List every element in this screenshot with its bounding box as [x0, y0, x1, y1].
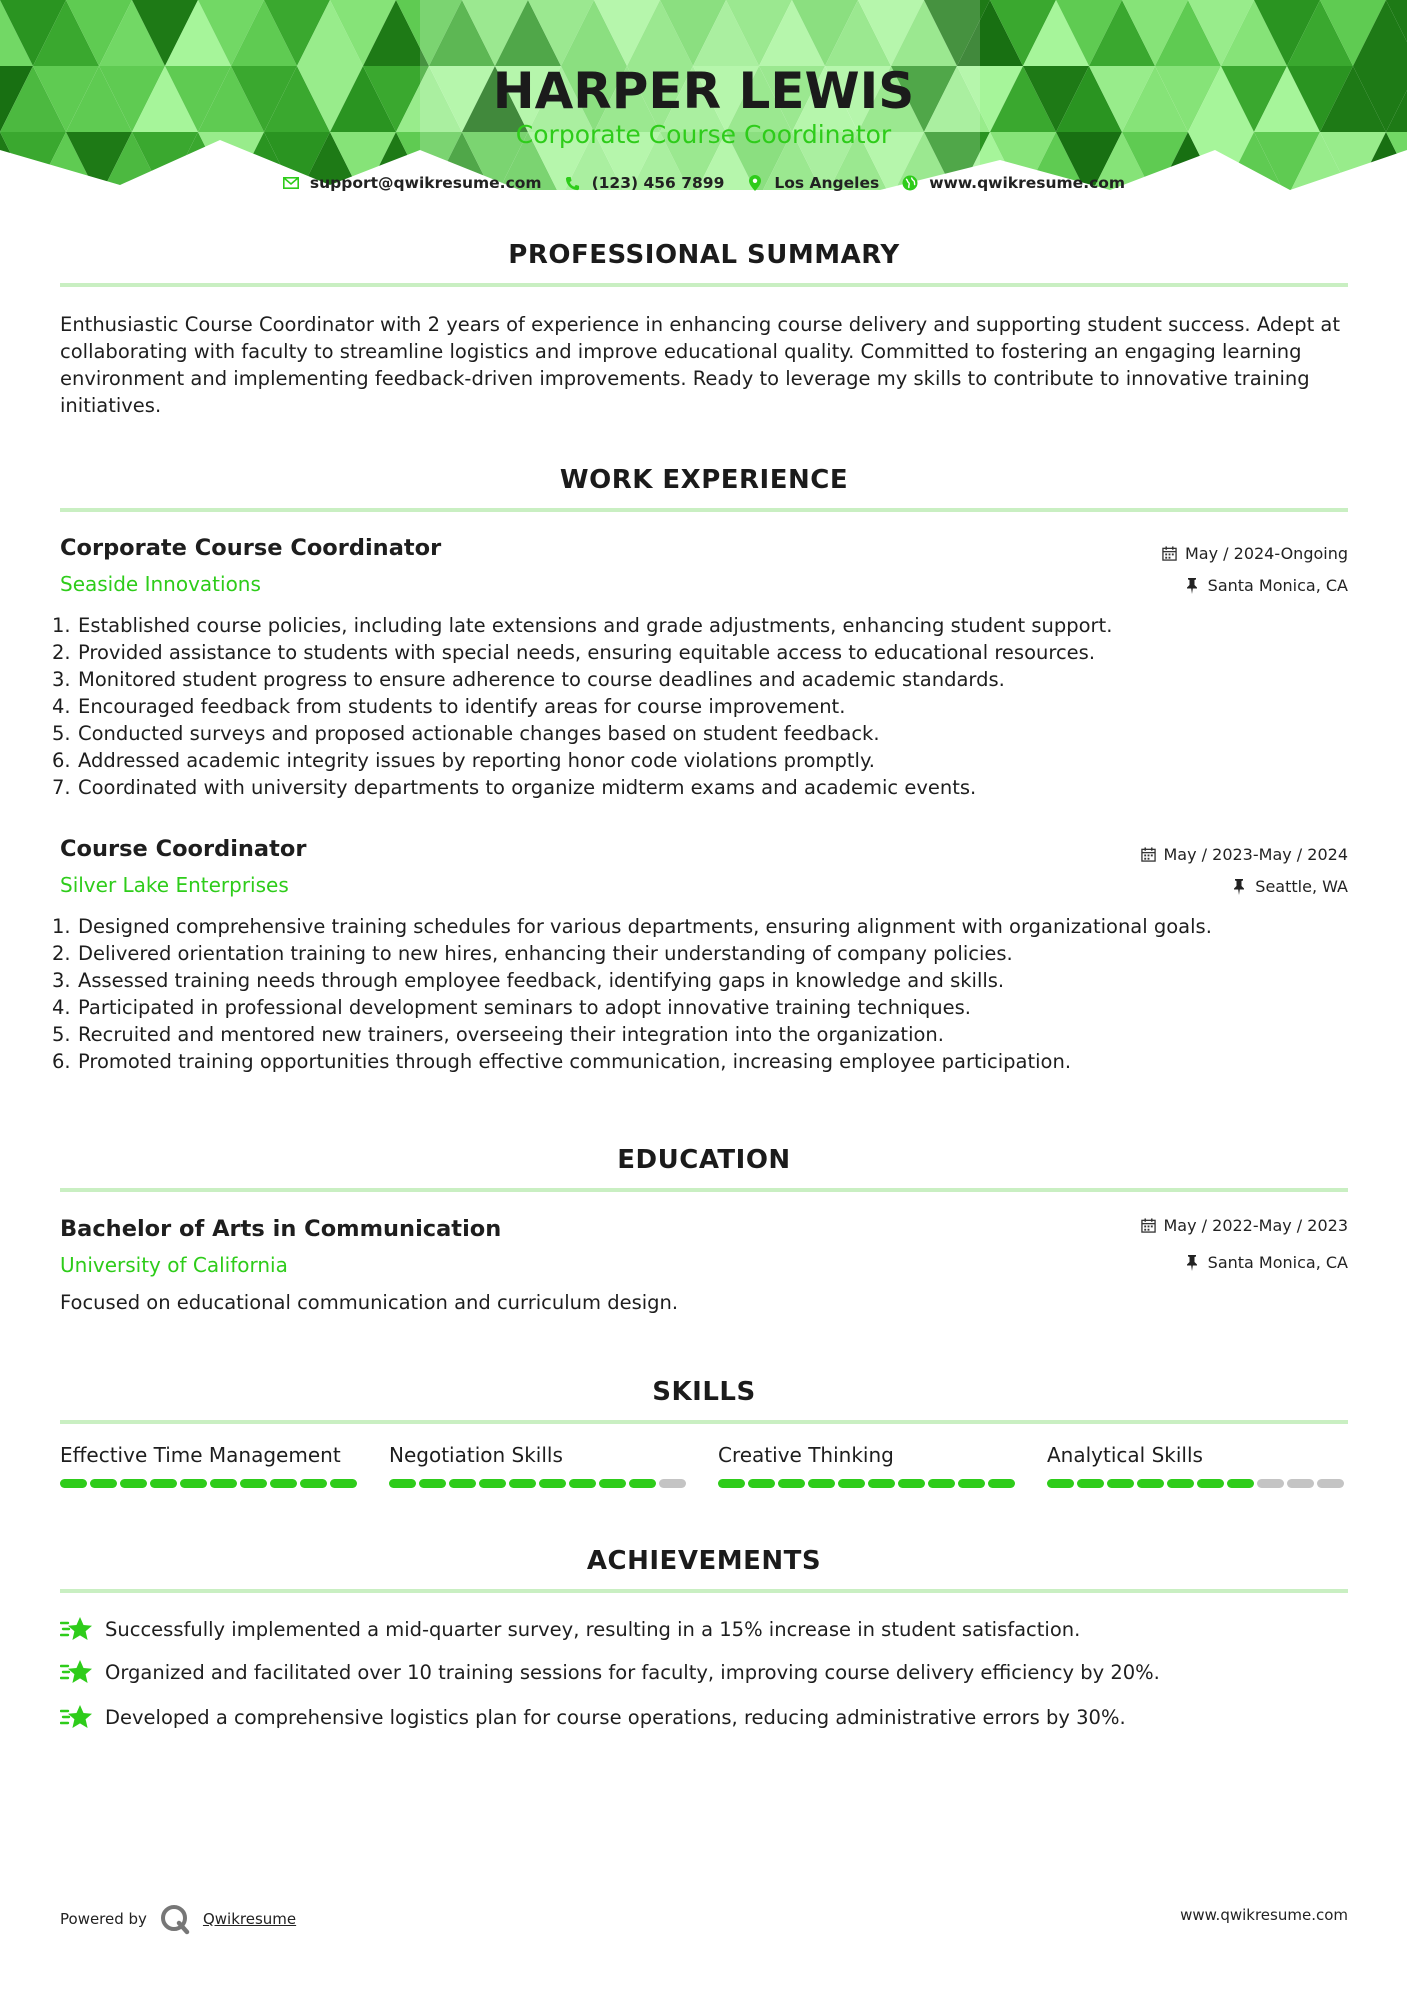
- qwikresume-logo-icon: [159, 1903, 191, 1935]
- bullet-text: Designed comprehensive training schedules for various departments, ensuring alignment with organizational goals.: [78, 915, 1212, 938]
- skills-list: [60, 1443, 1350, 1488]
- job-title: Corporate Course Coordinator: [60, 535, 442, 561]
- bullet-text: Delivered orientation training to new hires, enhancing their understanding of company policies.: [78, 942, 1013, 965]
- skill-level-segment: [1227, 1479, 1254, 1488]
- bullet-text: Monitored student progress to ensure adherence to course deadlines and academic standards.: [78, 668, 1005, 691]
- skill-level-segment: [180, 1479, 207, 1488]
- bullet-text: Recruited and mentored new trainers, overseeing their integration into the organization.: [78, 1023, 944, 1046]
- skill-level-segment: [479, 1479, 506, 1488]
- achievement-item: [60, 1702, 1360, 1732]
- skill-level-segment: [120, 1479, 147, 1488]
- contact-email[interactable]: support@qwikresume.com: [282, 174, 542, 192]
- skill-level-segment: [659, 1479, 686, 1488]
- qwikresume-link[interactable]: Qwikresume: [202, 1910, 297, 1928]
- skill-level-segment: [330, 1479, 357, 1488]
- school-name: University of California: [60, 1253, 288, 1277]
- bullet-text: Assessed training needs through employee feedback, identifying gaps in knowledge and skills.: [78, 969, 1005, 992]
- globe-icon: [901, 174, 919, 192]
- bullet-number: 4.: [52, 695, 71, 718]
- phone-icon: [564, 174, 582, 192]
- bullet-text: Participated in professional development seminars to adopt innovative training techniques.: [78, 996, 971, 1019]
- skill-level-segment: [958, 1479, 985, 1488]
- bullet-number: 6.: [52, 749, 71, 772]
- bullet-text: Established course policies, including late extensions and grade adjustments, enhancing student support.: [78, 614, 1113, 637]
- skill-name: Negotiation Skills: [389, 1443, 563, 1467]
- experience-heading: WORK EXPERIENCE: [559, 465, 849, 495]
- footer-powered-by: Powered by Qwikresume: [60, 1903, 296, 1935]
- job-location: Santa Monica, CA: [1185, 576, 1348, 595]
- skill-level-segment: [240, 1479, 267, 1488]
- skill-level-segment: [1257, 1479, 1284, 1488]
- skill-name: Analytical Skills: [1047, 1443, 1203, 1467]
- achievement-text: Developed a comprehensive logistics plan for course operations, reducing administrative errors by 30%.: [105, 1705, 1126, 1729]
- skill-level-segment: [1047, 1479, 1074, 1488]
- achievement-item: [60, 1614, 1360, 1644]
- contact-bar: [0, 174, 1407, 192]
- achievement-text: Organized and facilitated over 10 training sessions for faculty, improving course delivery efficiency by 20%.: [105, 1660, 1160, 1684]
- education-description: Focused on educational communication and curriculum design.: [60, 1291, 679, 1314]
- job-location: Seattle, WA: [1232, 877, 1348, 896]
- skill-level-segment: [60, 1479, 87, 1488]
- pushpin-icon: [1185, 578, 1201, 594]
- job-bullet: [52, 994, 1352, 1021]
- skill-level-segment: [509, 1479, 536, 1488]
- skill-level-bar: [1047, 1479, 1347, 1488]
- envelope-icon: [282, 174, 300, 192]
- skill-level-segment: [210, 1479, 237, 1488]
- education-heading: EDUCATION: [617, 1145, 791, 1175]
- degree-title: Bachelor of Arts in Communication: [60, 1216, 502, 1242]
- skill-level-bar: [718, 1479, 1018, 1488]
- bullet-text: Promoted training opportunities through effective communication, increasing employee participation.: [78, 1050, 1072, 1073]
- bullet-text: Coordinated with university departments to organize midterm exams and academic events.: [78, 776, 977, 799]
- skill-level-bar: [60, 1479, 360, 1488]
- skill-level-segment: [389, 1479, 416, 1488]
- skill-level-segment: [270, 1479, 297, 1488]
- bullet-number: 2.: [52, 942, 71, 965]
- bullet-number: 5.: [52, 1023, 71, 1046]
- job-bullets: [52, 913, 1352, 1075]
- bullet-number: 2.: [52, 641, 71, 664]
- skill-level-segment: [778, 1479, 805, 1488]
- contact-website[interactable]: www.qwikresume.com: [901, 174, 1125, 192]
- skill-level-segment: [988, 1479, 1015, 1488]
- skill-level-segment: [449, 1479, 476, 1488]
- section-divider: [60, 1420, 1348, 1424]
- skill-level-segment: [599, 1479, 626, 1488]
- skill-level-segment: [748, 1479, 775, 1488]
- skill-level-segment: [1137, 1479, 1164, 1488]
- skill-level-segment: [539, 1479, 566, 1488]
- education-dates: May / 2022-May / 2023: [1141, 1216, 1349, 1235]
- bullet-text: Addressed academic integrity issues by reporting honor code violations promptly.: [78, 749, 875, 772]
- job-bullet: [52, 639, 1352, 666]
- summary-text: Enthusiastic Course Coordinator with 2 years of experience in enhancing course delivery and supporting student success. Adept at collaborating with faculty to streamline logistics and improve educational quality. Committed to fostering an engaging learning environment and implementing feedback-driven improvements. Ready to leverage my skills to contribute to innovative training initiatives.: [60, 313, 1341, 417]
- job-bullet: [52, 720, 1352, 747]
- skill-level-segment: [868, 1479, 895, 1488]
- skill-level-segment: [718, 1479, 745, 1488]
- skill-level-segment: [808, 1479, 835, 1488]
- job-bullet: [52, 666, 1352, 693]
- skill-level-segment: [1167, 1479, 1194, 1488]
- skill-item: [718, 1443, 1018, 1488]
- job-dates: May / 2024-Ongoing: [1162, 544, 1348, 563]
- job-company: Seaside Innovations: [60, 572, 261, 596]
- job-bullet: [52, 693, 1352, 720]
- achievement-text: Successfully implemented a mid-quarter survey, resulting in a 15% increase in student satisfaction.: [105, 1617, 1081, 1641]
- job-bullet: [52, 774, 1352, 801]
- job-bullets: [52, 612, 1352, 801]
- skill-name: Creative Thinking: [718, 1443, 894, 1467]
- calendar-icon: [1141, 1218, 1157, 1234]
- skill-item: [389, 1443, 689, 1488]
- pushpin-icon: [1232, 879, 1248, 895]
- job-bullet: [52, 1021, 1352, 1048]
- summary-heading: PROFESSIONAL SUMMARY: [508, 240, 900, 270]
- achievement-item: [60, 1657, 1360, 1687]
- skill-level-segment: [898, 1479, 925, 1488]
- job-title: Course Coordinator: [60, 836, 307, 862]
- skill-level-segment: [838, 1479, 865, 1488]
- job-bullet: [52, 967, 1352, 994]
- bullet-number: 4.: [52, 996, 71, 1019]
- section-divider: [60, 283, 1348, 287]
- footer-site[interactable]: www.qwikresume.com: [1180, 1906, 1348, 1924]
- bullet-text: Provided assistance to students with special needs, ensuring equitable access to educational resources.: [78, 641, 1096, 664]
- bullet-number: 1.: [52, 915, 71, 938]
- skill-level-segment: [1317, 1479, 1344, 1488]
- skill-level-segment: [569, 1479, 596, 1488]
- skill-level-segment: [419, 1479, 446, 1488]
- bullet-number: 7.: [52, 776, 71, 799]
- skill-level-segment: [629, 1479, 656, 1488]
- bullet-number: 1.: [52, 614, 71, 637]
- section-divider: [60, 1589, 1348, 1593]
- star-icon: [60, 1702, 92, 1732]
- job-bullet: [52, 747, 1352, 774]
- skill-level-segment: [928, 1479, 955, 1488]
- skill-level-segment: [1287, 1479, 1314, 1488]
- job-dates: May / 2023-May / 2024: [1141, 845, 1349, 864]
- skill-level-segment: [150, 1479, 177, 1488]
- job-bullet: [52, 612, 1352, 639]
- skill-level-segment: [1197, 1479, 1224, 1488]
- contact-location: Los Angeles: [746, 174, 879, 192]
- skill-item: [60, 1443, 360, 1488]
- skill-level-segment: [90, 1479, 117, 1488]
- skill-name: Effective Time Management: [60, 1443, 341, 1467]
- map-pin-icon: [746, 174, 764, 192]
- calendar-icon: [1162, 546, 1178, 562]
- calendar-icon: [1141, 847, 1157, 863]
- skills-heading: SKILLS: [652, 1377, 756, 1407]
- bullet-number: 5.: [52, 722, 71, 745]
- bullet-text: Encouraged feedback from students to identify areas for course improvement.: [78, 695, 846, 718]
- pushpin-icon: [1185, 1255, 1201, 1271]
- bullet-number: 3.: [52, 668, 71, 691]
- bullet-text: Conducted surveys and proposed actionable changes based on student feedback.: [78, 722, 880, 745]
- job-bullet: [52, 940, 1352, 967]
- section-divider: [60, 1188, 1348, 1192]
- job-company: Silver Lake Enterprises: [60, 873, 289, 897]
- job-bullet: [52, 913, 1352, 940]
- star-icon: [60, 1657, 92, 1687]
- section-divider: [60, 508, 1348, 512]
- bullet-number: 6.: [52, 1050, 71, 1073]
- skill-level-segment: [1107, 1479, 1134, 1488]
- contact-phone[interactable]: (123) 456 7899: [564, 174, 725, 192]
- candidate-name: HARPER LEWIS: [492, 62, 915, 120]
- achievements-heading: ACHIEVEMENTS: [586, 1546, 822, 1576]
- education-location: Santa Monica, CA: [1185, 1253, 1348, 1272]
- star-icon: [60, 1614, 92, 1644]
- skill-level-bar: [389, 1479, 689, 1488]
- job-bullet: [52, 1048, 1352, 1075]
- candidate-title: Corporate Course Coordinator: [515, 120, 892, 149]
- skill-level-segment: [300, 1479, 327, 1488]
- bullet-number: 3.: [52, 969, 71, 992]
- skill-level-segment: [1077, 1479, 1104, 1488]
- skill-item: [1047, 1443, 1347, 1488]
